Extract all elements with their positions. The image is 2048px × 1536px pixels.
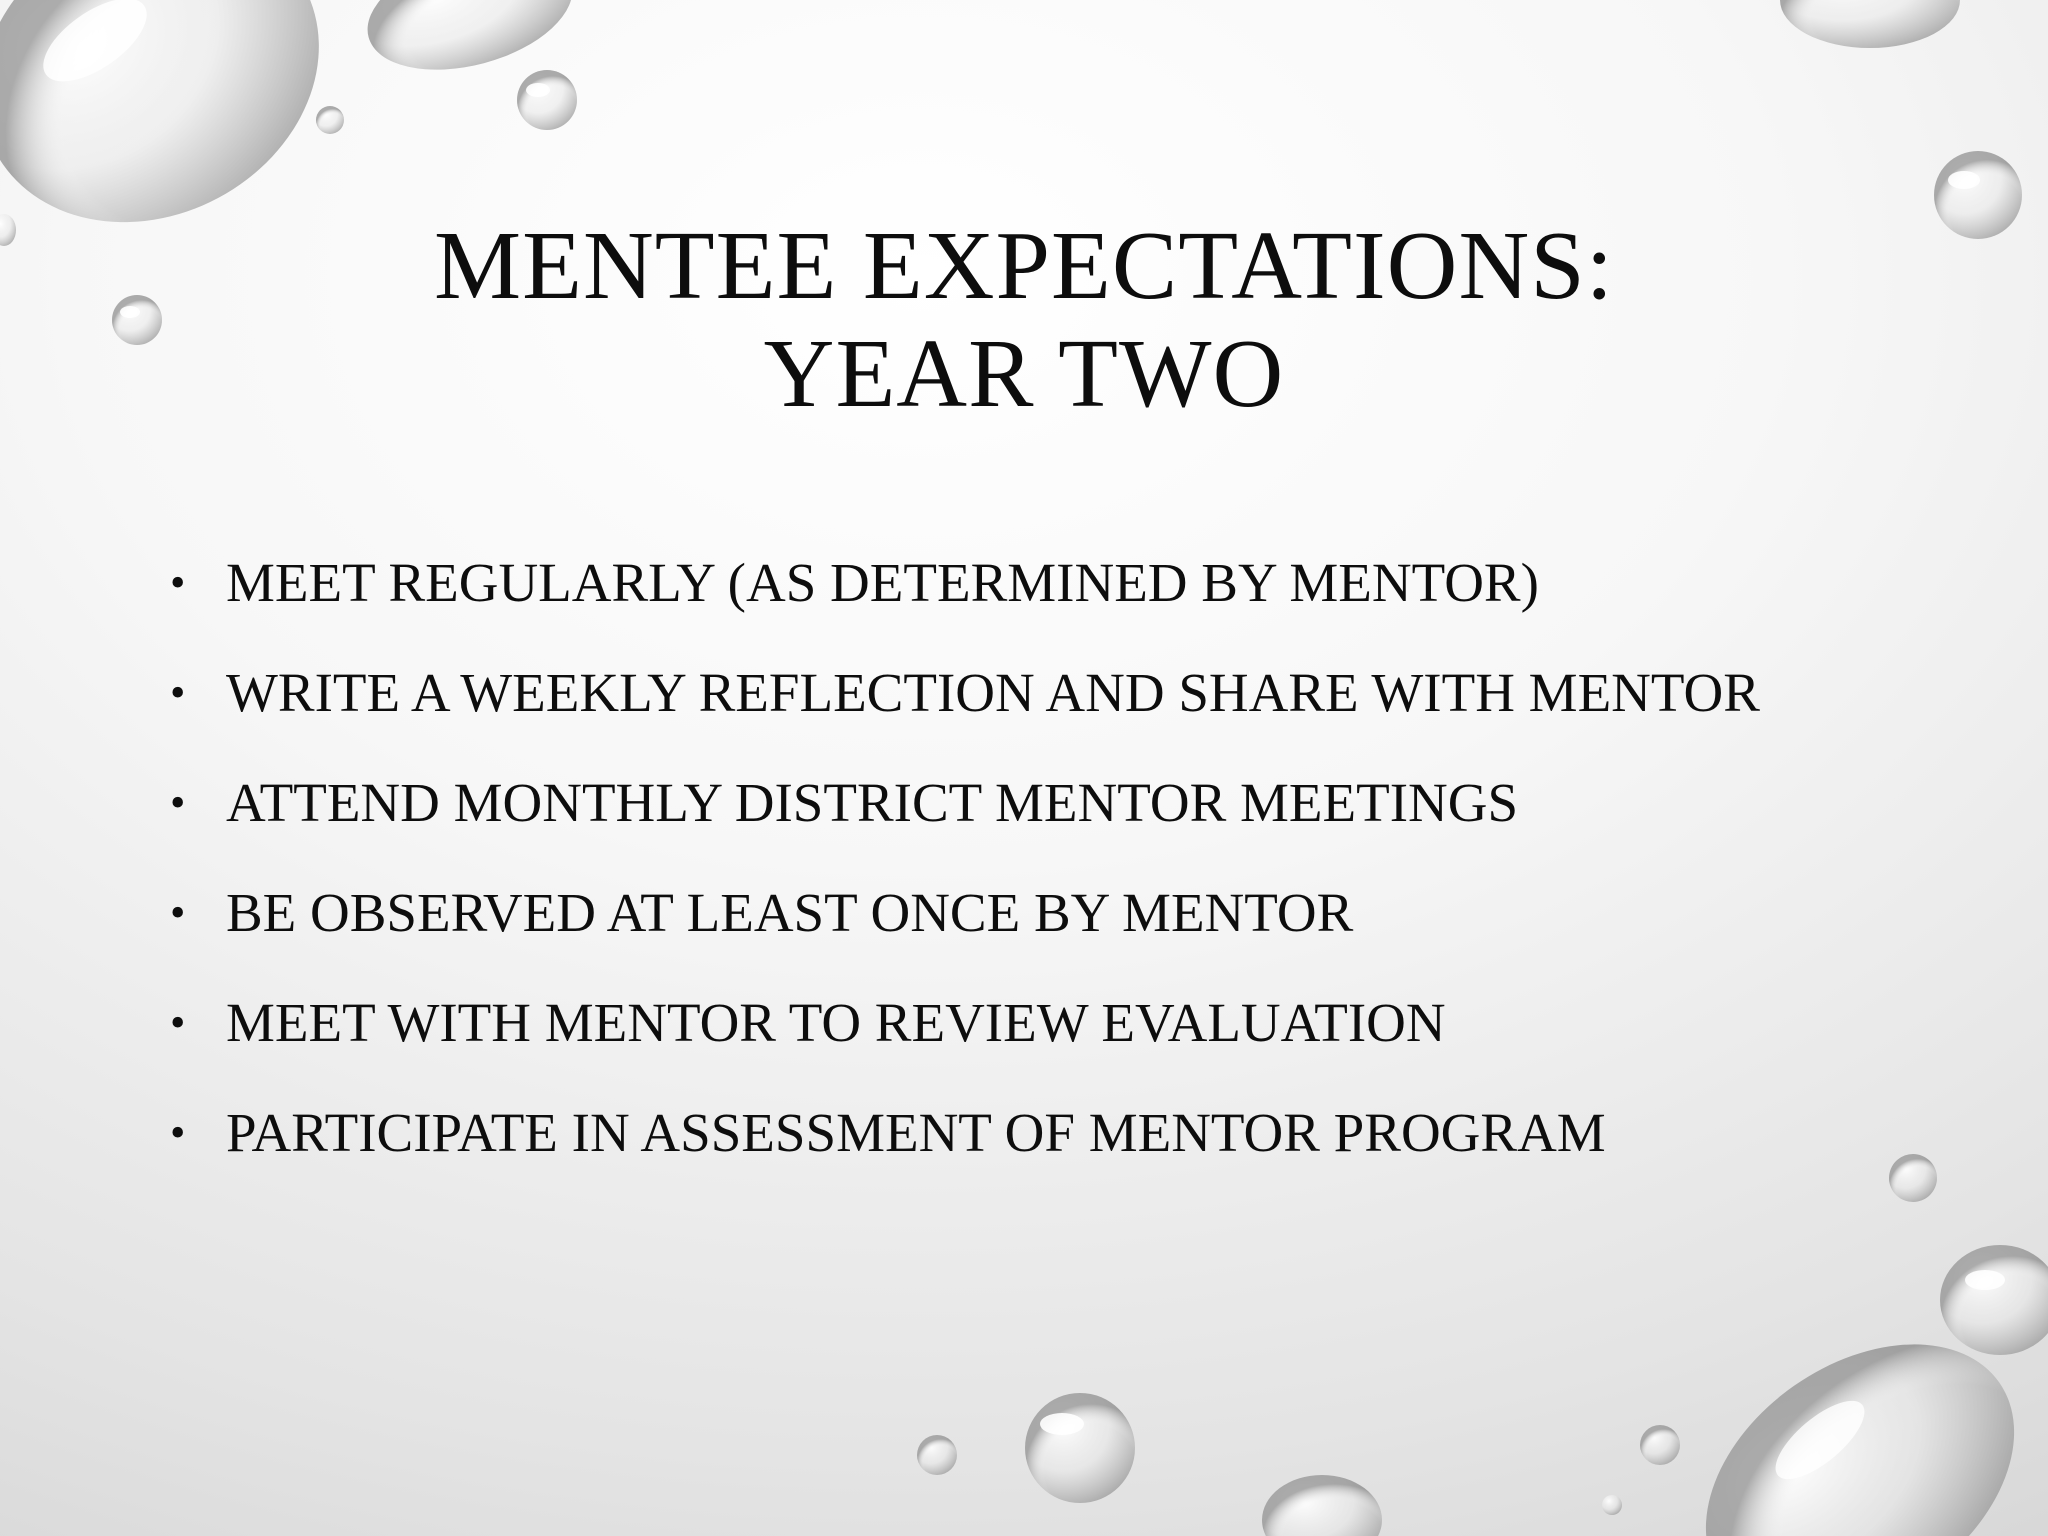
droplet-bottom-right-small <box>1640 1425 1680 1465</box>
bullet-item <box>170 545 1870 655</box>
bullet-item <box>170 875 1870 985</box>
bullet-dot: • <box>170 998 186 1047</box>
bullet-dot: • <box>170 668 186 717</box>
bullet-text: MEET WITH MENTOR TO REVIEW EVALUATION <box>226 992 1446 1053</box>
bullet-dot: • <box>170 558 186 607</box>
bullet-text: MEET REGULARLY (AS DETERMINED BY MENTOR) <box>226 552 1539 613</box>
bullet-list <box>170 545 1870 1205</box>
droplet-bottom-center-small <box>917 1435 957 1475</box>
bullet-dot: • <box>170 1108 186 1157</box>
droplet-large-bottom-right <box>1655 1288 2048 1536</box>
bullet-text: WRITE A WEEKLY REFLECTION AND SHARE WITH MENTOR <box>226 662 1760 723</box>
bullet-text: BE OBSERVED AT LEAST ONCE BY MENTOR <box>226 882 1354 943</box>
bullet-dot: • <box>170 778 186 827</box>
droplet-top-left-arc <box>354 0 585 90</box>
bullet-item <box>170 655 1870 765</box>
droplet-right-small <box>1889 1154 1937 1202</box>
droplet-top-right <box>1780 0 1960 48</box>
bullet-dot: • <box>170 888 186 937</box>
slide-title <box>0 212 2048 428</box>
droplet-bottom-center <box>1025 1393 1135 1503</box>
bullet-text: ATTEND MONTHLY DISTRICT MENTOR MEETINGS <box>226 772 1519 833</box>
bullet-item <box>170 1095 1870 1205</box>
bullet-item <box>170 765 1870 875</box>
droplet-tiny-top <box>316 106 344 134</box>
slide-title-line-2: YEAR TWO <box>763 320 1285 428</box>
slide-title-line-1: MENTEE EXPECTATIONS: <box>434 212 1614 320</box>
bullet-text: PARTICIPATE IN ASSESSMENT OF MENTOR PROGRAM <box>226 1102 1606 1163</box>
droplet-bottom-center-right <box>1262 1475 1382 1536</box>
droplet-bottom-right-tiny <box>1602 1495 1622 1515</box>
droplet-right-medium <box>1940 1245 2048 1355</box>
bullet-item <box>170 985 1870 1095</box>
droplet-small-top <box>517 70 577 130</box>
